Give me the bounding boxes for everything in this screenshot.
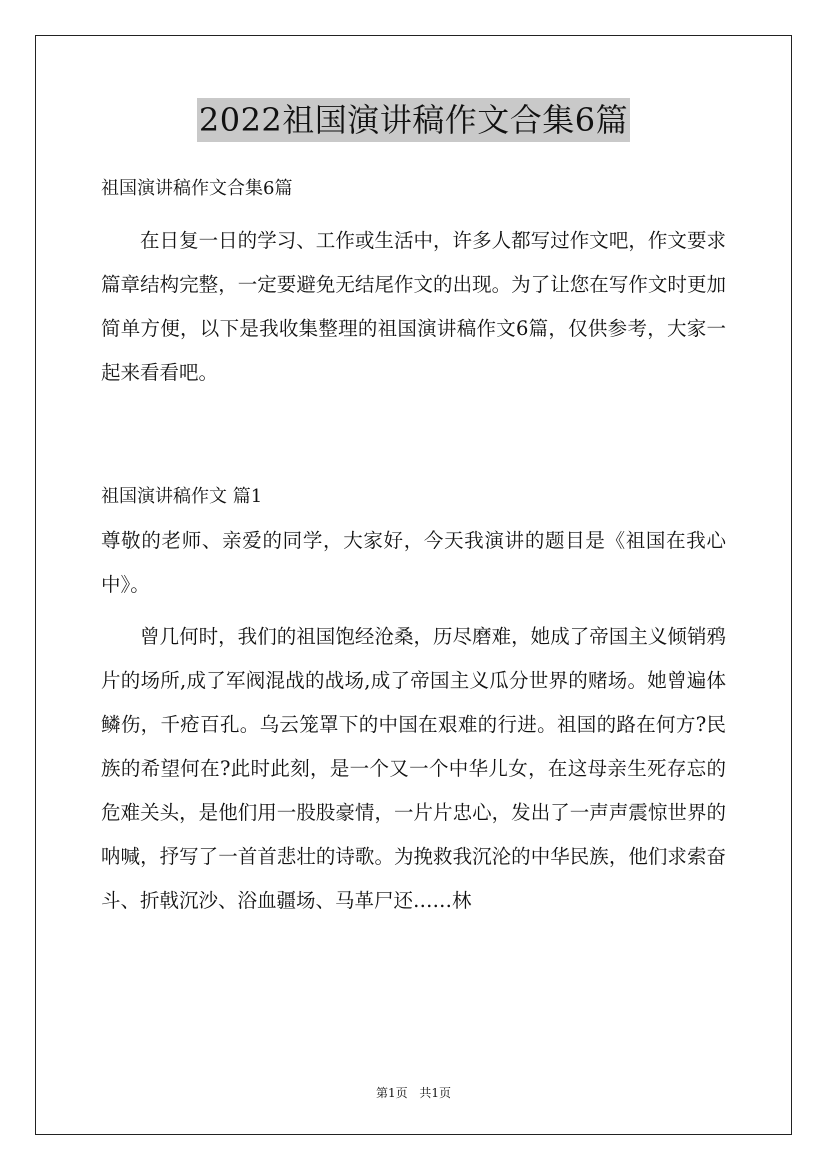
section-heading: 祖国演讲稿作文 篇1: [101, 486, 263, 507]
page-footer: [0, 1084, 827, 1101]
document-subtitle: 祖国演讲稿作文合集6篇: [101, 178, 293, 199]
document-title: 2022祖国演讲稿作文合集6篇: [197, 98, 630, 142]
section-body-paragraph: 曾几何时，我们的祖国饱经沧桑，历尽磨难，她成了帝国主义倾销鸦 片的场所,成了军阀混战的战场,成了帝国主义瓜分世界的赌场。她曾遍体鳞伤，千疮百孔。乌云笼罩下的中国在艰难的行进。祖国的路在何方?民族的希望何在?此时此刻，是一个又一个中华儿女，在这母亲生死存忘的危难关头，是他们用一股股豪情，一片片忠心，发出了一声声震惊世界的呐喊，抒写了一首首悲壮的诗歌。为挽救我沉沦的中华民族，他们求索奋斗、折戟沉沙、浴血疆场、马革尸还……林: [101, 625, 726, 912]
intro-paragraph: 在日复一日的学习、工作或生活中，许多人都写过作文吧，作文要求篇章结构完整，一定要避免无结尾作文的出现。为了让您在写作文时更加简单方便，以下是我收集整理的祖国演讲稿作文6篇，仅供参考，大家一起来看看吧。: [101, 229, 726, 384]
section-opening: 尊敬的老师、亲爱的同学，大家好，今天我演讲的题目是《祖国在我心中》。: [101, 529, 726, 596]
title-container: [0, 98, 827, 142]
document-body: [101, 175, 726, 923]
page-number: 第1页: [375, 1086, 408, 1100]
page-total: 共1页: [419, 1086, 452, 1100]
